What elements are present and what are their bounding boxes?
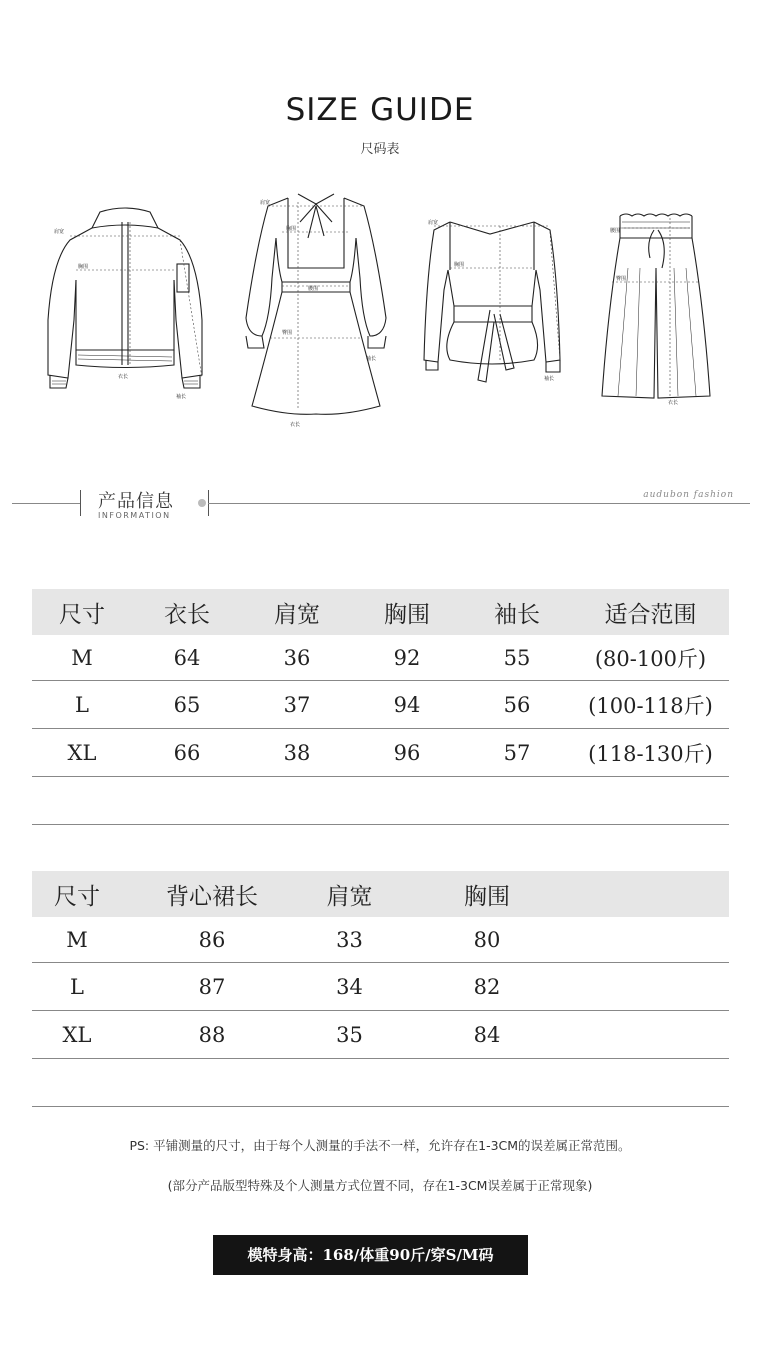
table-cell: 80	[397, 917, 577, 963]
table-header-row	[32, 589, 729, 635]
table-cell	[572, 777, 729, 825]
table-cell	[577, 963, 729, 1011]
divider-left	[12, 503, 80, 504]
table-row-empty	[32, 777, 729, 825]
svg-text:肩宽: 肩宽	[260, 200, 271, 206]
table-cell: 37	[242, 681, 352, 729]
table-cell	[32, 1059, 122, 1107]
skirt-illustration	[598, 208, 713, 408]
table-row	[32, 917, 729, 963]
size-cell: XL	[32, 729, 132, 777]
table-cell: 88	[122, 1011, 302, 1059]
header-cell: 适合范围	[572, 589, 729, 635]
table-row-empty	[32, 1059, 729, 1107]
note-ps: PS: 平铺测量的尺寸，由于每个人测量的手法不一样，允许存在1-3CM的误差属正常范围。	[129, 1138, 631, 1153]
header-cell: 袖长	[462, 589, 572, 635]
table-header-row	[32, 871, 729, 917]
size-table-1	[32, 589, 729, 825]
table-cell: 35	[302, 1011, 397, 1059]
table-row	[32, 963, 729, 1011]
svg-text:胸围: 胸围	[454, 262, 465, 268]
table-cell: 65	[132, 681, 242, 729]
svg-text:肩宽: 肩宽	[54, 229, 65, 235]
blouse-illustration	[420, 210, 565, 390]
size-table-2	[32, 871, 729, 1107]
header-cell: 尺寸	[32, 589, 132, 635]
table-cell: 34	[302, 963, 397, 1011]
table-row	[32, 635, 729, 681]
svg-text:衣长: 衣长	[118, 374, 129, 380]
table-row	[32, 1011, 729, 1059]
dress-illustration	[238, 188, 393, 433]
table-cell	[577, 1011, 729, 1059]
table-cell: 96	[352, 729, 462, 777]
table-row	[32, 681, 729, 729]
svg-text:袖长: 袖长	[366, 356, 377, 362]
header-cell: 胸围	[397, 871, 577, 917]
table-cell	[122, 1059, 302, 1107]
model-info-badge: 模特身高：168/体重90斤/穿S/M码	[213, 1235, 528, 1275]
svg-text:胸围: 胸围	[78, 264, 89, 270]
section-title: 产品信息	[98, 491, 174, 512]
size-cell: L	[32, 681, 132, 729]
header-cell: 背心裙长	[122, 871, 302, 917]
table-cell: 66	[132, 729, 242, 777]
table-cell: 84	[397, 1011, 577, 1059]
header-cell: 肩宽	[242, 589, 352, 635]
table-cell: 87	[122, 963, 302, 1011]
size-cell: XL	[32, 1011, 122, 1059]
divider-right	[208, 503, 750, 504]
header-cell: 衣长	[132, 589, 242, 635]
header-cell	[577, 871, 729, 917]
size-cell: L	[32, 963, 122, 1011]
svg-text:臀围: 臀围	[616, 276, 627, 282]
svg-text:胸围: 胸围	[286, 226, 297, 232]
table-cell: 86	[122, 917, 302, 963]
table-cell	[32, 777, 132, 825]
section-dot	[198, 499, 206, 507]
table-cell	[462, 777, 572, 825]
note-disclaimer: (部分产品版型特殊及个人测量方式位置不同，存在1-3CM误差属于正常现象)	[167, 1178, 593, 1193]
table-cell: 33	[302, 917, 397, 963]
svg-text:臀围: 臀围	[282, 330, 293, 336]
table-cell: 56	[462, 681, 572, 729]
svg-text:腰围: 腰围	[308, 286, 319, 292]
table-cell: 36	[242, 635, 352, 681]
size-cell: M	[32, 635, 132, 681]
page-subtitle: 尺码表	[360, 142, 400, 157]
jacket-illustration	[40, 200, 210, 405]
table-cell: (100-118斤)	[572, 681, 729, 729]
table-row	[32, 729, 729, 777]
header-cell: 尺寸	[32, 871, 122, 917]
table-cell	[352, 777, 462, 825]
table-cell	[397, 1059, 577, 1107]
table-cell: 55	[462, 635, 572, 681]
table-cell: 38	[242, 729, 352, 777]
table-cell: 92	[352, 635, 462, 681]
svg-text:腰围: 腰围	[610, 228, 621, 234]
table-cell: (118-130斤)	[572, 729, 729, 777]
table-cell	[577, 1059, 729, 1107]
page-title: SIZE GUIDE	[285, 92, 475, 128]
svg-text:袖长: 袖长	[176, 394, 187, 400]
brand-script: audubon fashion	[643, 490, 734, 500]
table-cell	[242, 777, 352, 825]
table-cell	[577, 917, 729, 963]
table-cell: 94	[352, 681, 462, 729]
table-cell	[302, 1059, 397, 1107]
size-cell: M	[32, 917, 122, 963]
divider-bar-left	[80, 490, 81, 516]
header-cell: 肩宽	[302, 871, 397, 917]
section-subtitle: INFORMATION	[98, 511, 171, 520]
table-cell: 82	[397, 963, 577, 1011]
section-header	[12, 484, 750, 524]
svg-text:肩宽: 肩宽	[428, 220, 439, 226]
svg-text:衣长: 衣长	[290, 422, 301, 428]
table-cell: (80-100斤)	[572, 635, 729, 681]
table-cell: 57	[462, 729, 572, 777]
svg-text:衣长: 衣长	[668, 400, 679, 406]
table-cell: 64	[132, 635, 242, 681]
header-cell: 胸围	[352, 589, 462, 635]
svg-text:袖长: 袖长	[544, 376, 555, 382]
table-cell	[132, 777, 242, 825]
